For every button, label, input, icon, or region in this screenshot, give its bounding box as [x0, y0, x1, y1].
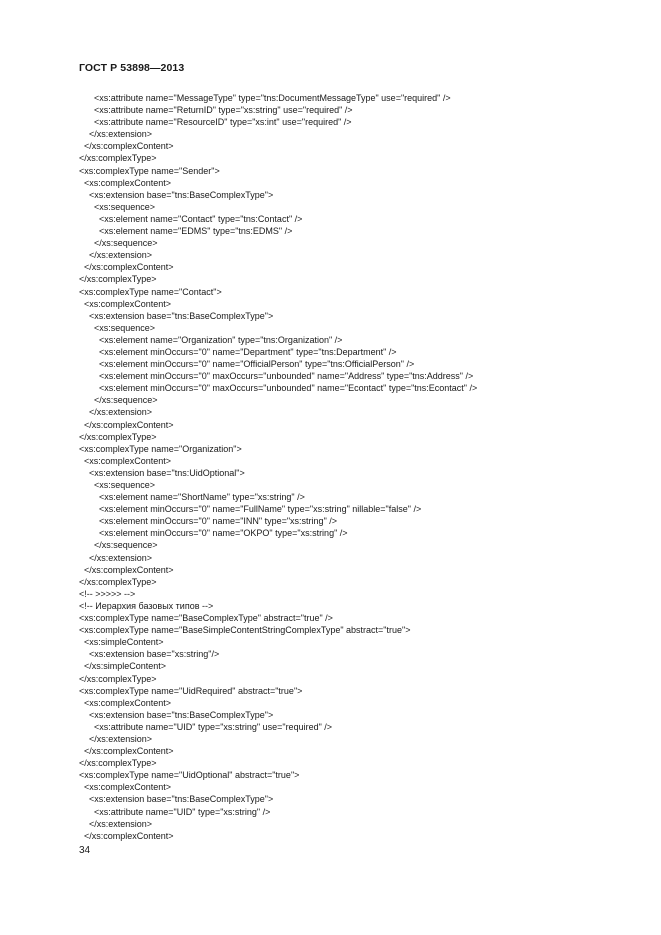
code-line: <xs:extension base="tns:BaseComplexType">: [79, 709, 274, 720]
code-line: <xs:complexType name="Contact">: [79, 286, 222, 297]
code-line: <!-- Иерархия базовых типов -->: [79, 600, 214, 611]
code-line: <xs:element name="Contact" type="tns:Contact" />: [79, 213, 303, 224]
code-line: <!-- >>>>> -->: [79, 588, 136, 599]
xml-schema-code-block: [79, 92, 477, 842]
code-line: </xs:sequence>: [79, 238, 158, 249]
document-header: ГОСТ Р 53898—2013: [79, 62, 185, 74]
code-line: <xs:attribute name="ReturnID" type="xs:string" use="required" />: [79, 105, 353, 116]
code-line: <xs:extension base="xs:string"/>: [79, 649, 220, 660]
code-line: <xs:element minOccurs="0" maxOccurs="unbounded" name="Econtact" type="tns:Econtact" />: [79, 383, 478, 394]
code-line: </xs:sequence>: [79, 540, 158, 551]
code-line: <xs:extension base="tns:BaseComplexType">: [79, 310, 274, 321]
code-line: </xs:extension>: [79, 733, 153, 744]
code-line: <xs:sequence>: [79, 322, 156, 333]
code-line: <xs:complexContent>: [79, 298, 172, 309]
code-line: </xs:complexContent>: [79, 141, 174, 152]
page-number: 34: [79, 845, 91, 856]
code-line: <xs:extension base="tns:BaseComplexType">: [79, 189, 274, 200]
code-line: </xs:extension>: [79, 818, 153, 829]
code-line: </xs:complexContent>: [79, 564, 174, 575]
code-line: <xs:sequence>: [79, 480, 156, 490]
code-line: </xs:complexContent>: [79, 262, 174, 273]
code-line: <xs:element minOccurs="0" name="OKPO" type="xs:string" />: [79, 528, 348, 539]
code-line: </xs:complexContent>: [79, 830, 174, 841]
code-line: </xs:extension>: [79, 552, 153, 563]
code-line: <xs:complexContent>: [79, 455, 172, 466]
code-line: <xs:element minOccurs="0" name="INN" type="xs:string" />: [79, 516, 338, 527]
code-line: </xs:complexContent>: [79, 746, 174, 757]
code-line: <xs:element minOccurs="0" name="FullName" type="xs:string" nillable="false" />: [79, 504, 422, 515]
code-line: </xs:complexContent>: [79, 419, 174, 430]
code-line: <xs:element name="ShortName" type="xs:string" />: [79, 492, 305, 503]
code-line: </xs:sequence>: [79, 395, 158, 406]
code-line: <xs:simpleContent>: [79, 637, 164, 648]
code-line: </xs:complexType>: [79, 576, 157, 587]
code-line: </xs:extension>: [79, 250, 153, 261]
code-line: <xs:element name="EDMS" type="tns:EDMS" />: [79, 226, 293, 237]
code-line: </xs:extension>: [79, 407, 153, 418]
code-line: <xs:element name="Organization" type="tns:Organization" />: [79, 334, 343, 345]
code-line: <xs:attribute name="UID" type="xs:string" />: [79, 806, 271, 817]
code-line: <xs:complexType name="BaseComplexType" abstract="true" />: [79, 613, 333, 624]
code-line: <xs:attribute name="ResourceID" type="xs:int" use="required" />: [79, 117, 352, 128]
code-line: </xs:complexType>: [79, 153, 157, 164]
code-line: <xs:extension base="tns:BaseComplexType">: [79, 794, 274, 805]
code-line: <xs:complexContent>: [79, 177, 172, 188]
code-line: <xs:complexType name="BaseSimpleContentStringComplexType" abstract="true">: [79, 625, 411, 636]
code-line: </xs:complexType>: [79, 431, 157, 442]
code-line: <xs:complexType name="Organization">: [79, 443, 242, 454]
code-line: <xs:attribute name="MessageType" type="tns:DocumentMessageType" use="required" />: [79, 93, 451, 103]
code-line: <xs:element minOccurs="0" name="Department" type="tns:Department" />: [79, 346, 397, 357]
code-line: <xs:complexType name="UidOptional" abstract="true">: [79, 770, 300, 781]
code-line: </xs:complexType>: [79, 758, 157, 769]
code-line: <xs:complexType name="UidRequired" abstract="true">: [79, 685, 303, 696]
code-line: <xs:complexContent>: [79, 697, 172, 708]
code-line: </xs:extension>: [79, 129, 153, 140]
code-line: <xs:attribute name="UID" type="xs:string" use="required" />: [79, 721, 333, 732]
code-line: <xs:complexType name="Sender">: [79, 165, 220, 176]
code-line: <xs:complexContent>: [79, 782, 172, 793]
code-line: <xs:extension base="tns:UidOptional">: [79, 467, 245, 478]
code-line: <xs:element minOccurs="0" name="OfficialPerson" type="tns:OfficialPerson" />: [79, 359, 415, 370]
code-line: </xs:simpleContent>: [79, 661, 167, 672]
code-line: <xs:sequence>: [79, 201, 156, 212]
code-line: <xs:element minOccurs="0" maxOccurs="unbounded" name="Address" type="tns:Address" />: [79, 371, 474, 382]
code-line: </xs:complexType>: [79, 673, 157, 684]
code-line: </xs:complexType>: [79, 274, 157, 285]
